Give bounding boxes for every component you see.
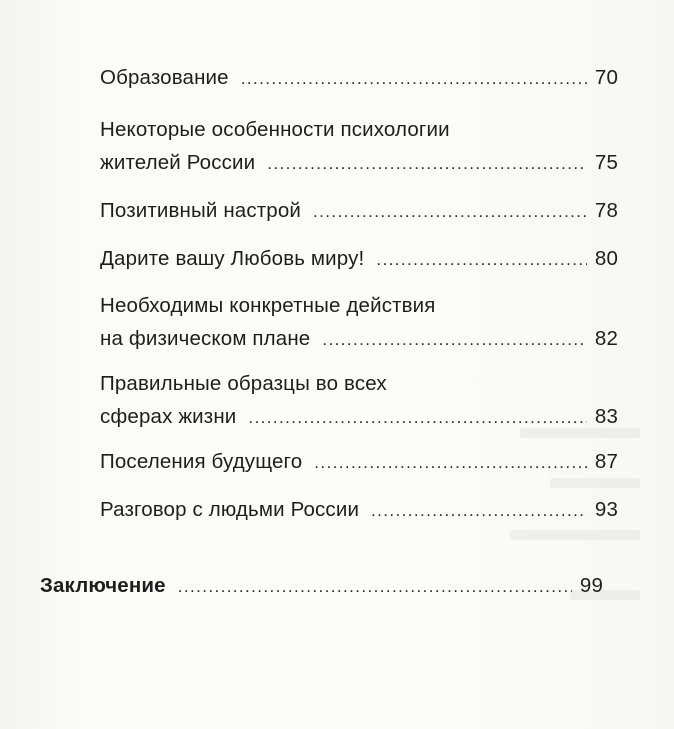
toc-entry-title-continued: жителей России — [100, 151, 256, 174]
toc-page-number: 83 — [594, 405, 618, 428]
toc-page-number: 93 — [594, 498, 618, 521]
toc-entry-title-continued: на физическом плане — [100, 327, 311, 350]
toc-entry-psychology — [100, 113, 618, 180]
dot-leader — [376, 243, 587, 276]
toc-entry-title: Правильные образцы во всех — [100, 372, 387, 395]
toc-entry-conversation — [100, 493, 618, 527]
toc-entry-title-continued: сферах жизни — [100, 405, 237, 428]
toc-entry-education — [100, 61, 618, 95]
toc-entry-title: Некоторые особенности психологии — [100, 118, 450, 141]
toc-entry-conclusion — [40, 569, 603, 603]
toc-entry-title: Необходимы конкретные действия — [100, 294, 436, 317]
toc-page-number: 82 — [594, 327, 618, 350]
toc-entry-title: Разговор с людьми России — [100, 498, 360, 521]
toc-chapter-title: Заключение — [40, 574, 166, 597]
dot-leader — [241, 62, 587, 95]
toc-entry-title: Позитивный настрой — [100, 199, 302, 222]
toc-page-number: 80 — [594, 247, 618, 270]
toc-page-number: 75 — [594, 151, 618, 174]
toc-entry-title: Образование — [100, 66, 229, 89]
toc-page-number: 78 — [594, 199, 618, 222]
toc-page-number: 70 — [594, 66, 618, 89]
dot-leader — [267, 147, 587, 180]
dot-leader — [314, 446, 587, 479]
toc-entry-right-patterns — [100, 367, 618, 434]
dot-leader — [371, 494, 587, 527]
toc-page-number: 99 — [579, 574, 603, 597]
toc-entry-concrete-actions — [100, 289, 618, 356]
toc-entry-positive-attitude — [100, 194, 618, 228]
toc-entry-title: Дарите вашу Любовь миру! — [100, 247, 365, 270]
toc-page-number: 87 — [594, 450, 618, 473]
toc-entry-title: Поселения будущего — [100, 450, 303, 473]
dot-leader — [322, 323, 587, 356]
dot-leader — [248, 401, 586, 434]
dot-leader — [178, 570, 572, 603]
dot-leader — [313, 195, 587, 228]
toc-entry-give-love — [100, 242, 618, 276]
toc-entry-settlements — [100, 445, 618, 479]
